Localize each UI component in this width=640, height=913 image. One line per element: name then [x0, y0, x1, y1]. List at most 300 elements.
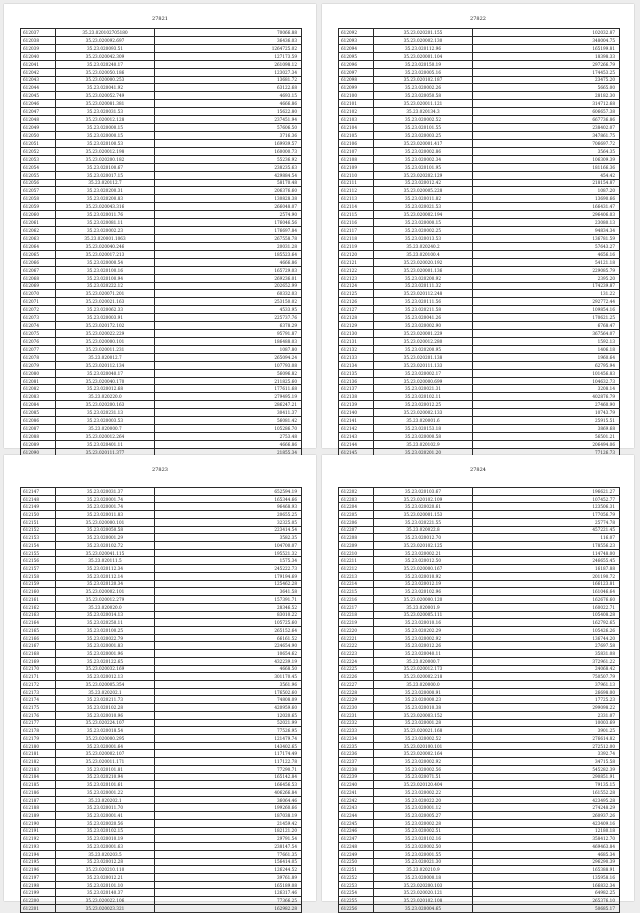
row-id-cell: 612105 [339, 131, 374, 139]
account-code-cell: 35.23.020002.164 [374, 750, 473, 758]
row-id-cell: 612167 [21, 642, 56, 650]
row-id-cell: 612228 [339, 688, 374, 696]
row-id-cell: 612131 [339, 337, 374, 345]
account-code-cell: 35.23.020001.83 [56, 642, 155, 650]
row-id-cell: 612044 [21, 84, 56, 92]
table-row [339, 314, 620, 322]
row-id-cell: 612148 [21, 495, 56, 503]
account-code-cell: 35.23.020101.10 [56, 881, 155, 889]
row-id-cell: 612098 [339, 76, 374, 84]
amount-cell: 162676.60 [473, 596, 620, 604]
row-id-cell: 612057 [21, 187, 56, 195]
amount-cell: 107452.77 [473, 495, 620, 503]
account-code-cell: 35.23.020081.11 [56, 219, 155, 227]
row-id-cell: 612186 [21, 789, 56, 797]
amount-cell: 176502.60 [155, 688, 302, 696]
account-code-cell: 35.23.020012.50 [374, 557, 473, 565]
account-code-cell: 35.23.020002.52 [374, 735, 473, 743]
amount-cell: 55236.92 [155, 155, 302, 163]
account-code-cell: 35.23.020111.133 [374, 361, 473, 369]
row-id-cell: 612141 [339, 417, 374, 425]
table-row [339, 680, 620, 688]
table-row [21, 858, 302, 866]
table-row [339, 440, 620, 448]
table-row [339, 345, 620, 353]
amount-cell: 186488.03 [155, 337, 302, 345]
amount-cell: 253150.02 [155, 298, 302, 306]
amount-cell: 545282.39 [473, 765, 620, 773]
account-code-cell: 35.23.020000.295 [56, 735, 155, 743]
row-id-cell: 612200 [21, 897, 56, 905]
row-id-cell: 612129 [339, 322, 374, 330]
row-id-cell: 612196 [21, 866, 56, 874]
table-row [21, 219, 302, 227]
table-row [339, 819, 620, 827]
table-row [21, 735, 302, 743]
row-id-cell: 612144 [339, 440, 374, 448]
row-id-cell: 612177 [21, 719, 56, 727]
table-row [21, 596, 302, 604]
row-id-cell: 612221 [339, 634, 374, 642]
document-page-3 [4, 455, 316, 911]
row-id-cell: 612241 [339, 789, 374, 797]
amount-cell: 2395.20 [473, 274, 620, 282]
table-row [21, 187, 302, 195]
table-row [21, 44, 302, 52]
amount-cell: 117174.49 [155, 750, 302, 758]
row-id-cell: 612201 [21, 904, 56, 912]
amount-cell: 3561.96 [155, 680, 302, 688]
table-row [339, 603, 620, 611]
row-id-cell: 612155 [21, 549, 56, 557]
page-title: 27821 [152, 16, 168, 22]
row-id-cell: 612121 [339, 258, 374, 266]
account-code-cell: 35.23.020041.92 [56, 84, 155, 92]
row-id-cell: 612097 [339, 68, 374, 76]
amount-cell: 750507.79 [473, 673, 620, 681]
table-row [339, 60, 620, 68]
row-id-cell: 612231 [339, 711, 374, 719]
table-row [21, 626, 302, 634]
row-id-cell: 612126 [339, 298, 374, 306]
amount-cell: 106309.39 [473, 155, 620, 163]
amount-cell: 290851.91 [473, 773, 620, 781]
amount-cell: 166456.53 [155, 781, 302, 789]
row-id-cell: 612154 [21, 542, 56, 550]
amount-cell: 28182.30 [473, 92, 620, 100]
amount-cell: 20031.28 [155, 242, 302, 250]
table-row [339, 409, 620, 417]
amount-cell: 26698.00 [473, 688, 620, 696]
row-id-cell: 612183 [21, 765, 56, 773]
row-id-cell: 612132 [339, 345, 374, 353]
account-code-cell: 35.23.020031.53 [56, 108, 155, 116]
amount-cell: 123027.34 [155, 68, 302, 76]
account-code-cell: 35.23.020003.152 [374, 711, 473, 719]
amount-cell: 56081.42 [155, 417, 302, 425]
table-row [21, 369, 302, 377]
amount-cell: 166431.47 [473, 203, 620, 211]
row-id-cell: 612095 [339, 52, 374, 60]
account-code-cell: 35.23.020100.101 [374, 742, 473, 750]
account-code-cell: 35.23.020011.82 [374, 195, 473, 203]
account-code-cell: 35.23.020002.26 [374, 84, 473, 92]
row-id-cell: 612164 [21, 619, 56, 627]
amount-cell: 126317.46 [155, 889, 302, 897]
table-row [339, 719, 620, 727]
table-row [339, 377, 620, 385]
account-code-cell: 35.23.020100.4 [374, 250, 473, 258]
row-id-cell: 612143 [339, 433, 374, 441]
amount-cell: 15622.80 [155, 108, 302, 116]
account-code-cell: 35.23.020018.54 [56, 727, 155, 735]
row-id-cell: 612181 [21, 750, 56, 758]
account-code-cell: 35.23.020001.22 [56, 789, 155, 797]
account-code-cell: 35.23.020200.103 [374, 881, 473, 889]
row-id-cell: 612045 [21, 92, 56, 100]
amount-cell: 66161.52 [155, 634, 302, 642]
row-id-cell: 612215 [339, 588, 374, 596]
table-row [21, 742, 302, 750]
row-id-cell: 612043 [21, 76, 56, 84]
row-id-cell: 612092 [339, 29, 374, 37]
amount-cell: 101456.83 [473, 369, 620, 377]
amount-cell: 13690.66 [473, 195, 620, 203]
table-row [339, 495, 620, 503]
account-code-cell: 35.23.020011.83 [56, 511, 155, 519]
account-code-cell: 35.23.020012.28 [56, 858, 155, 866]
table-row [21, 337, 302, 345]
table-row [21, 385, 302, 393]
amount-cell: 165344.66 [155, 495, 302, 503]
row-id-cell: 612042 [21, 68, 56, 76]
account-code-cell: 35.23.020001.153 [374, 511, 473, 519]
account-code-cell: 35.23.020200.31 [56, 187, 155, 195]
row-id-cell: 612249 [339, 850, 374, 858]
row-id-cell: 612093 [339, 36, 374, 44]
table-row [21, 657, 302, 665]
row-id-cell: 612084 [21, 401, 56, 409]
table-row [21, 116, 302, 124]
amount-cell: 181166.36 [473, 163, 620, 171]
account-code-cell: 35.23.020020.61 [374, 503, 473, 511]
amount-cell: 165729.03 [155, 266, 302, 274]
account-code-cell: 35.23.020040.170 [56, 377, 155, 385]
account-code-cell: 35.23.020102.11 [374, 393, 473, 401]
amount-cell: 160022.71 [473, 603, 620, 611]
table-row [339, 131, 620, 139]
amount-cell: 279495.19 [155, 393, 302, 401]
row-id-cell: 612076 [21, 337, 56, 345]
table-row [339, 44, 620, 52]
table-row [339, 155, 620, 163]
table-row [21, 796, 302, 804]
account-code-cell: 35.23.020010.92 [374, 572, 473, 580]
row-id-cell: 612233 [339, 727, 374, 735]
row-id-cell: 612087 [21, 425, 56, 433]
amount-cell: 17725.23 [473, 696, 620, 704]
row-id-cell: 612055 [21, 171, 56, 179]
account-code-cell: 35.23.020102.15 [56, 827, 155, 835]
table-row [339, 385, 620, 393]
account-code-cell: 35.23.020102.72 [56, 542, 155, 550]
account-code-cell: 35.23.020202.1 [56, 796, 155, 804]
account-code-cell: 35.23.020001.417 [374, 139, 473, 147]
amount-cell: 1264725.02 [155, 44, 302, 52]
amount-cell: 56096.82 [155, 369, 302, 377]
amount-cell: 95791.87 [155, 330, 302, 338]
row-id-cell: 612124 [339, 282, 374, 290]
row-id-cell: 612059 [21, 203, 56, 211]
account-code-cell: 35.23.020103.67 [374, 488, 473, 496]
table-row [21, 804, 302, 812]
table-row [21, 68, 302, 76]
account-code-cell: 35.23.020111.32 [374, 282, 473, 290]
account-code-cell: 35.23.020014.13 [56, 611, 155, 619]
row-id-cell: 612128 [339, 314, 374, 322]
row-id-cell: 612037 [21, 29, 56, 37]
row-id-cell: 612070 [21, 290, 56, 298]
table-row [339, 179, 620, 187]
amount-cell: 36436.03 [155, 36, 302, 44]
account-code-cell: 35.23.020202.29 [374, 626, 473, 634]
table-row [21, 603, 302, 611]
account-code-cell: 35.23.020012.13 [56, 673, 155, 681]
row-id-cell: 612100 [339, 92, 374, 100]
row-id-cell: 612152 [21, 526, 56, 534]
table-row [339, 298, 620, 306]
row-id-cell: 612060 [21, 211, 56, 219]
amount-cell: 62795.94 [473, 361, 620, 369]
amount-cell: 50685.17 [473, 904, 620, 912]
row-id-cell: 612175 [21, 704, 56, 712]
row-id-cell: 612226 [339, 673, 374, 681]
account-code-cell: 35.23.020010.96 [56, 711, 155, 719]
amount-cell: 170621.25 [473, 314, 620, 322]
row-id-cell: 612224 [339, 657, 374, 665]
amount-cell: 165388.91 [473, 866, 620, 874]
table-row [339, 353, 620, 361]
amount-cell: 286247.21 [155, 401, 302, 409]
amount-cell: 272512.00 [473, 742, 620, 750]
amount-cell: 229085.79 [473, 266, 620, 274]
account-code-cell: 35.23.020021.31 [374, 385, 473, 393]
amount-cell: 367564.07 [473, 330, 620, 338]
amount-cell: 10654.62 [155, 650, 302, 658]
row-id-cell: 612065 [21, 250, 56, 258]
row-id-cell: 612189 [21, 812, 56, 820]
table-row [339, 673, 620, 681]
table-row [339, 511, 620, 519]
row-id-cell: 612162 [21, 603, 56, 611]
row-id-cell: 612204 [339, 503, 374, 511]
table-row [339, 171, 620, 179]
table-row [339, 742, 620, 750]
account-code-cell: 35.23.020071.51 [374, 773, 473, 781]
amount-cell: 77126.73 [473, 448, 620, 456]
account-code-cell: 35.23.020201.138 [374, 353, 473, 361]
amount-cell: 104700.07 [155, 542, 302, 550]
account-code-cell: 35.23.020005.111 [374, 611, 473, 619]
table-row [339, 337, 620, 345]
row-id-cell: 612058 [21, 195, 56, 203]
table-row [339, 393, 620, 401]
account-code-cell: 35.23.020021.53 [374, 203, 473, 211]
account-code-cell: 35.23.020002.101 [56, 588, 155, 596]
amount-cell: 706697.72 [473, 139, 620, 147]
account-code-cell: 35.23.020004.65 [374, 904, 473, 912]
table-row [339, 789, 620, 797]
row-id-cell: 612205 [339, 511, 374, 519]
row-id-cell: 612056 [21, 179, 56, 187]
row-id-cell: 612163 [21, 611, 56, 619]
amount-cell: 143402.65 [155, 742, 302, 750]
account-code-cell: 35.23.020011.76 [56, 211, 155, 219]
table-row [21, 60, 302, 68]
account-code-cell: 35.23.020222.12 [56, 282, 155, 290]
amount-cell: 20655.25 [155, 511, 302, 519]
row-id-cell: 612217 [339, 603, 374, 611]
amount-cell: 296290.39 [473, 858, 620, 866]
account-code-cell: 35.23.020120.34 [56, 580, 155, 588]
table-row [339, 52, 620, 60]
row-id-cell: 612179 [21, 735, 56, 743]
table-row [339, 565, 620, 573]
account-code-cell: 35.23.020002.28 [374, 819, 473, 827]
account-code-cell: 35.23.020032.169 [56, 665, 155, 673]
account-code-cell: 35.23.020250.11 [56, 619, 155, 627]
row-id-cell: 612238 [339, 765, 374, 773]
table-row [339, 843, 620, 851]
row-id-cell: 612072 [21, 306, 56, 314]
amount-cell: 2331.07 [473, 711, 620, 719]
table-row [21, 588, 302, 596]
account-code-cell: 35.23.020001.12 [374, 804, 473, 812]
account-code-cell: 35.23.020224.107 [56, 719, 155, 727]
amount-cell: 169939.57 [155, 139, 302, 147]
table-row [21, 765, 302, 773]
amount-cell: 266048.07 [155, 203, 302, 211]
row-id-cell: 612220 [339, 626, 374, 634]
row-id-cell: 612255 [339, 897, 374, 905]
amount-cell: 6378.29 [155, 322, 302, 330]
amount-cell: 201190.72 [473, 572, 620, 580]
amount-cell: 24068.42 [473, 665, 620, 673]
amount-cell: 165199.81 [473, 44, 620, 52]
table-row [339, 124, 620, 132]
row-id-cell: 612153 [21, 534, 56, 542]
row-id-cell: 612049 [21, 124, 56, 132]
table-row [339, 850, 620, 858]
amount-cell: 109854.16 [473, 306, 620, 314]
amount-cell: 102032.87 [473, 29, 620, 37]
table-row [339, 147, 620, 155]
account-code-cell: 35.23.020002.52 [374, 116, 473, 124]
table-row [21, 298, 302, 306]
account-code-cell: 35.23.020002.92 [374, 758, 473, 766]
account-code-cell: 35.23.020111.377 [56, 448, 155, 456]
table-row [339, 727, 620, 735]
account-code-cell: 35.23.020042.309 [56, 52, 155, 60]
account-code-cell: 35.23.020134.3 [374, 108, 473, 116]
account-code-cell: 35.23.020000.0 [374, 680, 473, 688]
table-row [339, 796, 620, 804]
row-id-cell: 612096 [339, 60, 374, 68]
account-code-cell: 35.23.020001.6 [374, 417, 473, 425]
account-code-cell: 35.23.020001.74 [56, 495, 155, 503]
row-id-cell: 612040 [21, 52, 56, 60]
row-id-cell: 612062 [21, 227, 56, 235]
amount-cell: 136744.20 [473, 634, 620, 642]
amount-cell: 83010.22 [155, 611, 302, 619]
table-row [21, 580, 302, 588]
table-row [21, 650, 302, 658]
amount-cell: 37961.13 [473, 680, 620, 688]
table-row [339, 417, 620, 425]
table-row [339, 665, 620, 673]
account-code-cell: 35.23.020002.90 [374, 322, 473, 330]
row-id-cell: 612142 [339, 425, 374, 433]
account-code-cell: 35.23.020000.253 [56, 76, 155, 84]
table-row [21, 433, 302, 441]
row-id-cell: 612234 [339, 735, 374, 743]
table-row [21, 234, 302, 242]
amount-cell: 667736.86 [473, 116, 620, 124]
account-code-cell: 35.23.020101.61 [56, 781, 155, 789]
row-id-cell: 612193 [21, 843, 56, 851]
row-id-cell: 612047 [21, 108, 56, 116]
account-code-cell: 35.23.020001.1063 [56, 234, 155, 242]
table-row [339, 29, 620, 37]
amount-cell: 114748.00 [473, 549, 620, 557]
table-row [21, 401, 302, 409]
row-id-cell: 612219 [339, 619, 374, 627]
table-row [21, 526, 302, 534]
table-row [21, 345, 302, 353]
row-id-cell: 612114 [339, 203, 374, 211]
account-code-cell: 35.23.020002.56 [374, 765, 473, 773]
amount-cell: 165189.08 [155, 881, 302, 889]
row-id-cell: 612073 [21, 314, 56, 322]
table-row [339, 827, 620, 835]
account-code-cell: 35.23.020002.92 [374, 634, 473, 642]
table-row [339, 572, 620, 580]
account-code-cell: 35.23.020022.106 [56, 897, 155, 905]
amount-cell: 6768.47 [473, 322, 620, 330]
row-id-cell: 612069 [21, 282, 56, 290]
account-code-cell: 35.23.020001.9 [374, 603, 473, 611]
table-row [21, 511, 302, 519]
account-code-cell: 35.23.020122.65 [56, 657, 155, 665]
row-id-cell: 612110 [339, 171, 374, 179]
table-row [21, 108, 302, 116]
table-row [339, 750, 620, 758]
row-id-cell: 612116 [339, 219, 374, 227]
account-code-cell: 35.23.020200.163 [56, 401, 155, 409]
table-row [21, 409, 302, 417]
table-row [21, 680, 302, 688]
table-row [21, 306, 302, 314]
amount-cell: 423409.16 [473, 819, 620, 827]
table-row [21, 557, 302, 565]
account-code-cell: 35.23.020203.5 [56, 850, 155, 858]
account-code-cell: 35.23.020102.96 [374, 588, 473, 596]
data-table [20, 28, 302, 465]
amount-cell: 166832.34 [473, 881, 620, 889]
amount-cell: 265152.64 [155, 626, 302, 634]
account-code-cell: 35.23.020112.14 [56, 572, 155, 580]
row-id-cell: 612203 [339, 495, 374, 503]
